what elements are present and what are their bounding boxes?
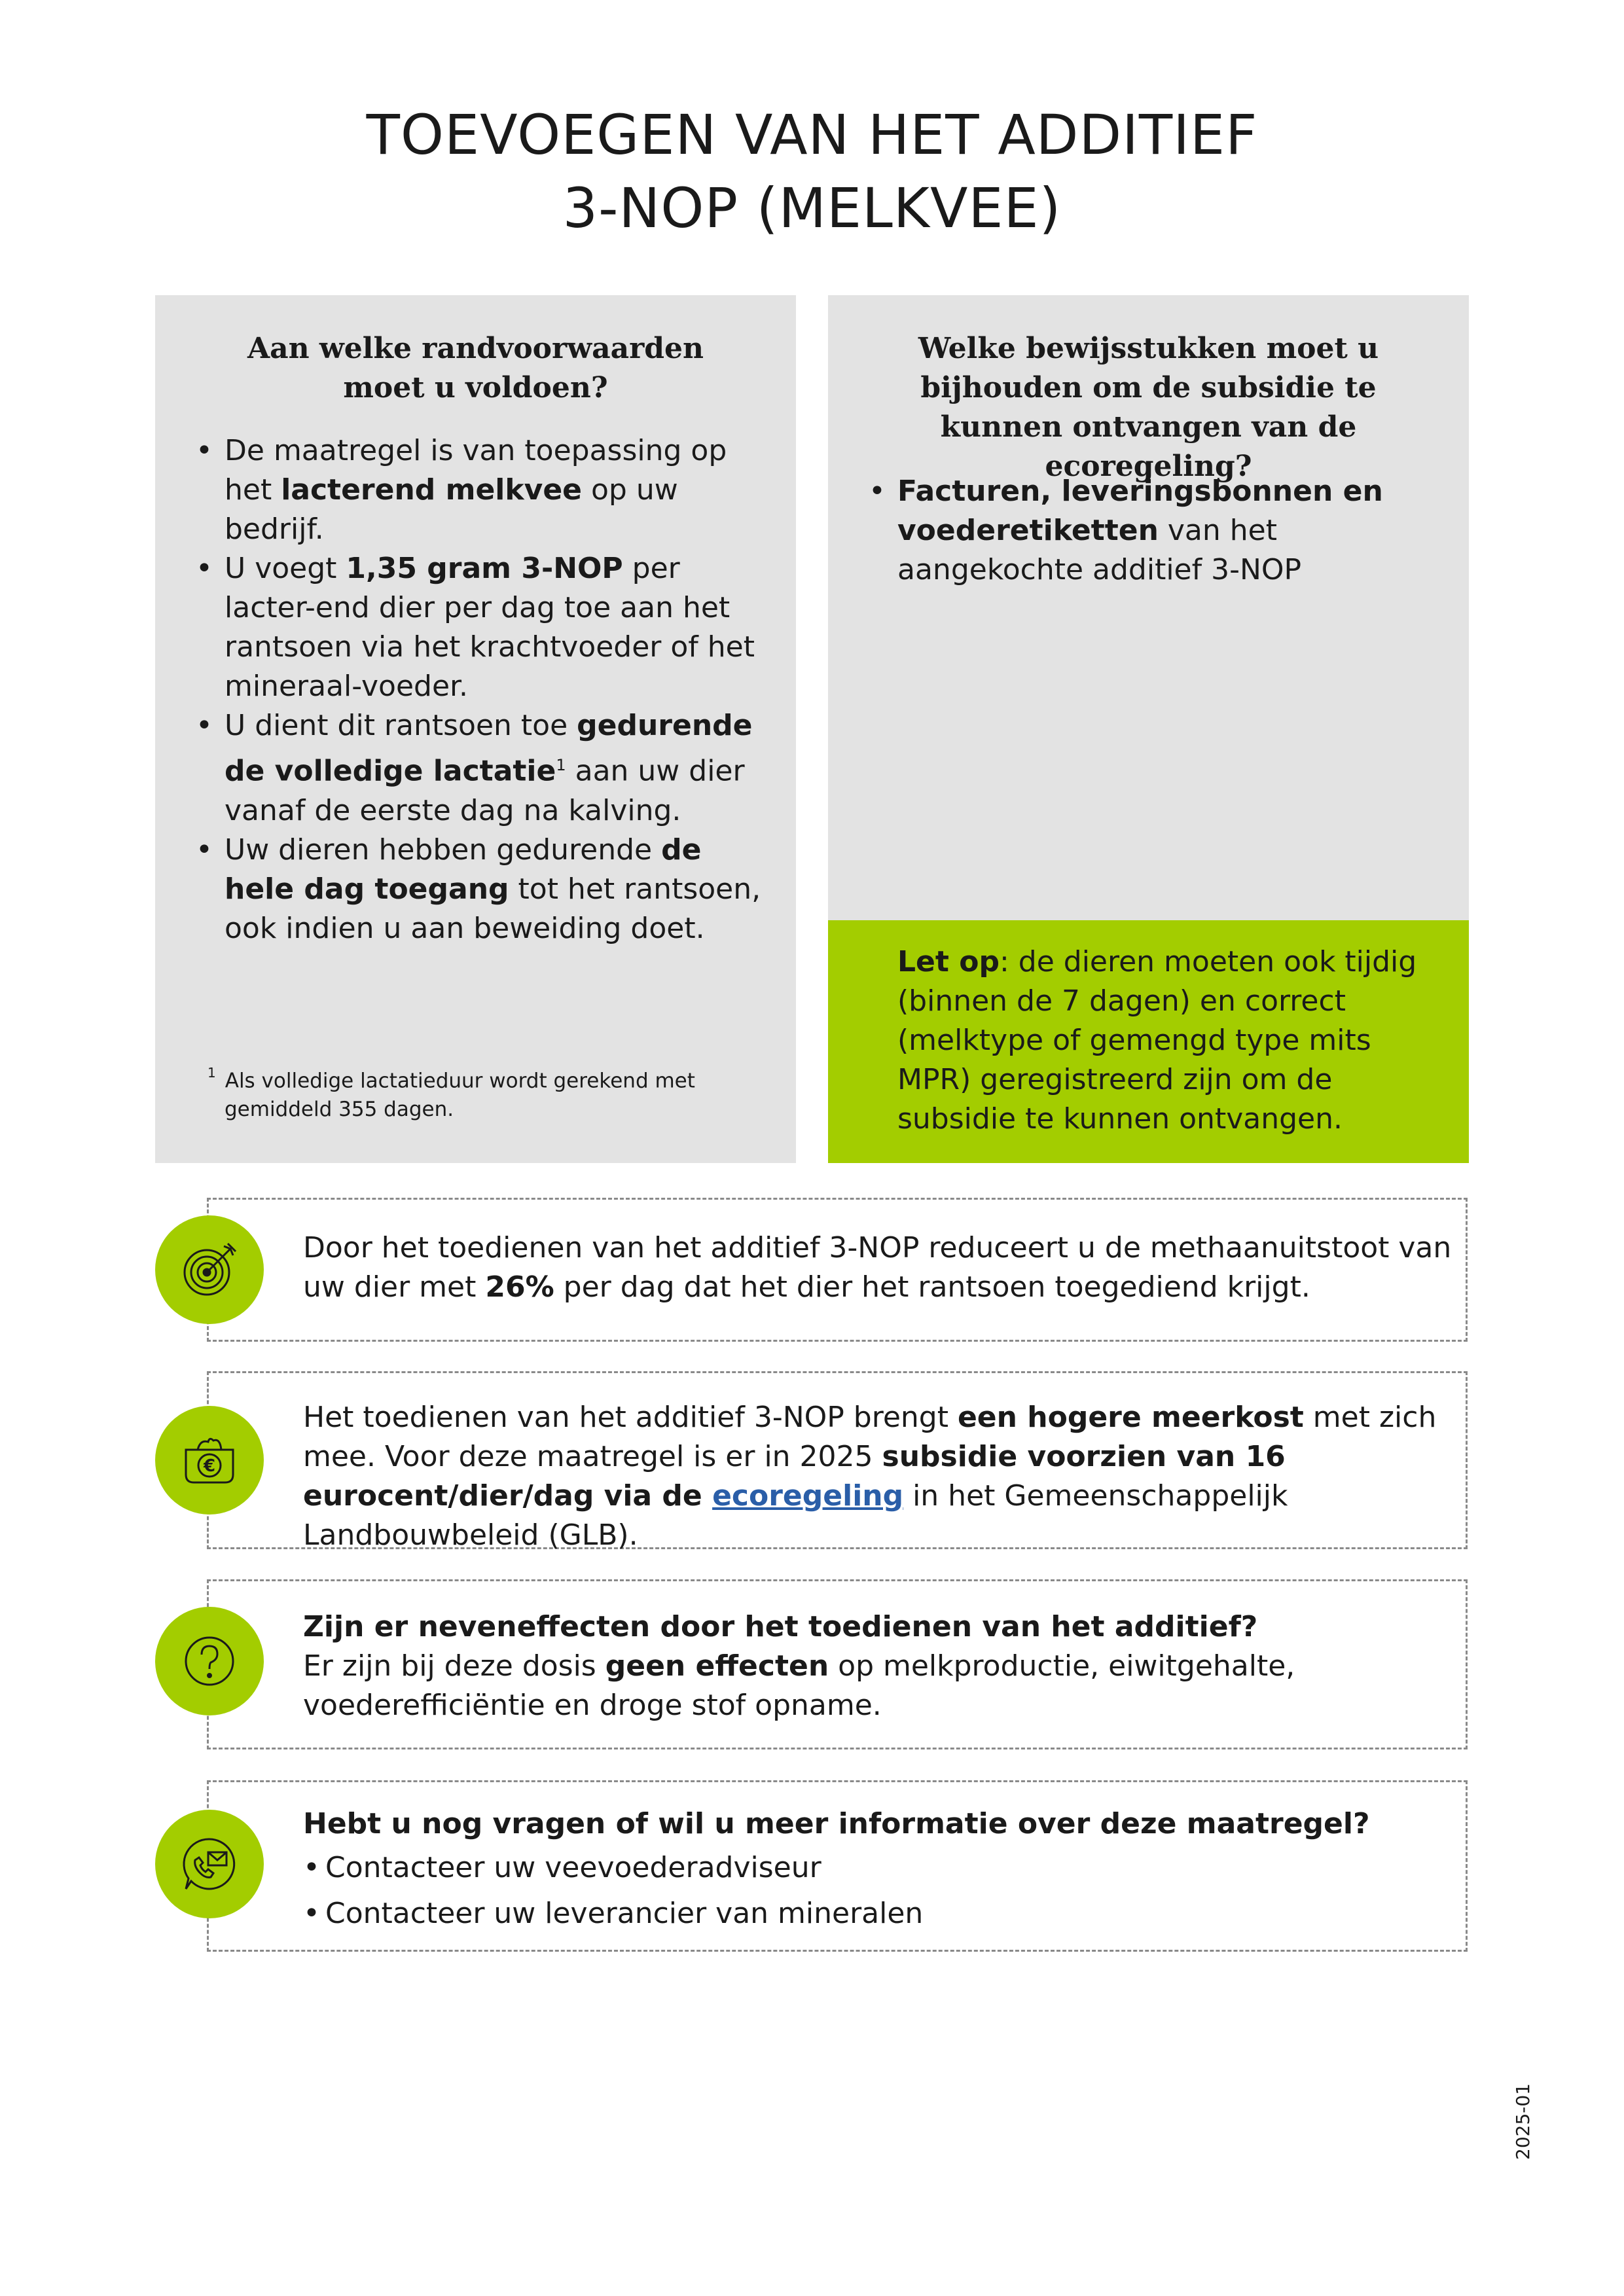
box-bold: 26% — [485, 1270, 554, 1304]
subsidy-text — [303, 1398, 1455, 1555]
footnote-ref: 1 — [556, 756, 566, 774]
box-text: per dag dat het dier het rantsoen toegediend krijgt. — [554, 1270, 1310, 1304]
item-text: van het aangekochte additief 3-NOP — [897, 514, 1302, 586]
notice-text — [897, 942, 1434, 1139]
info-box-side-effects — [207, 1579, 1468, 1749]
footnote — [208, 1061, 748, 1124]
item-text: Uw dieren hebben gedurende — [225, 833, 662, 867]
conditions-heading-line-2: moet u voldoen? — [343, 371, 608, 404]
question-icon — [155, 1607, 264, 1715]
list-item — [828, 472, 1437, 590]
item-bold: lacterend melkvee — [281, 473, 583, 507]
box-question: Zijn er neveneffecten door het toedienen van het additief? — [303, 1610, 1258, 1643]
box-text: Het toedienen van het additief 3-NOP brengt — [303, 1401, 958, 1434]
list-item — [155, 549, 764, 706]
item-text: per lacter-end dier per dag toe aan het rantsoen via het krachtvoeder of het mineraal-voeder. — [225, 552, 755, 703]
list-item — [155, 706, 764, 831]
title-line-1: TOEVOEGEN VAN HET ADDITIEF — [366, 103, 1258, 167]
info-box-subsidy — [207, 1371, 1468, 1552]
evidence-list — [828, 472, 1437, 590]
list-item — [155, 431, 764, 549]
contact-list — [303, 1845, 1416, 1937]
contact-question: Hebt u nog vragen of wil u meer informatie over deze maatregel? — [303, 1807, 1370, 1840]
box-bold: geen effecten — [605, 1649, 829, 1683]
notice-body: : de dieren moeten ook tijdig (binnen de 7 dagen) en correct (melktype of gemengd type mits MPR) geregistreerd zijn om de subsidie te kunnen ontvangen. — [897, 945, 1417, 1136]
conditions-heading — [194, 329, 757, 408]
footnote-mark: 1 — [208, 1065, 216, 1081]
item-text: U voegt — [225, 552, 346, 585]
box-text: Er zijn bij deze dosis — [303, 1649, 605, 1683]
list-item — [155, 831, 764, 948]
item-bold: 1,35 gram 3-NOP — [346, 552, 623, 585]
target-icon — [155, 1215, 264, 1324]
evidence-heading: Welke bewijsstukken moet u bijhouden om de subsidie te kunnen ontvangen van de ecoregeling? — [918, 332, 1379, 483]
item-text: U dient dit rantsoen toe — [225, 709, 577, 742]
item-bold: de hele dag toegang — [225, 833, 702, 906]
item-text: aan uw dier vanaf de eerste dag na kalving. — [225, 754, 745, 827]
item-text: op uw bedrijf. — [225, 473, 678, 546]
version-label: 2025-01 — [1512, 2083, 1534, 2160]
box-text: Door het toedienen van het additief 3-NOP reduceert u de methaanuitstoot van uw dier met — [303, 1231, 1452, 1304]
svg-text:€: € — [203, 1456, 216, 1476]
phone-mail-icon — [155, 1810, 264, 1918]
item-text: tot het rantsoen, ook indien u aan beweiding doet. — [225, 872, 761, 945]
info-box-contact — [207, 1780, 1468, 1952]
conditions-list — [155, 431, 764, 948]
box-text: op melkproductie, eiwitgehalte, voederefficiëntie en droge stof opname. — [303, 1649, 1295, 1722]
methane-text — [303, 1229, 1455, 1307]
list-item: • Contacteer uw veevoederadviseur — [303, 1845, 1416, 1891]
box-text: met zich mee. Voor deze maatregel is er in 2025 — [303, 1401, 1437, 1473]
side-effects-text — [303, 1607, 1455, 1725]
box-text: in het Gemeenschappelijk Landbouwbeleid (GLB). — [303, 1479, 1288, 1552]
notice-box — [828, 920, 1469, 1163]
box-bold: een hogere meerkost — [957, 1401, 1304, 1434]
conditions-panel — [155, 295, 796, 1163]
item-bold: gedurende de volledige lactatie — [225, 709, 753, 788]
info-box-methane — [207, 1198, 1468, 1342]
ecoregeling-link[interactable]: ecoregeling — [712, 1479, 904, 1513]
title-line-2: 3-NOP (MELKVEE) — [562, 176, 1062, 240]
notice-label: Let op — [897, 945, 1000, 978]
euro-wallet-icon — [155, 1406, 264, 1515]
item-bold: Facturen, leveringsbonnen en voederetiketten — [897, 475, 1383, 547]
conditions-heading-line-1: Aan welke randvoorwaarden — [247, 332, 704, 365]
list-item: • Contacteer uw leverancier van mineralen — [303, 1891, 1416, 1937]
footnote-text: Als volledige lactatieduur wordt gerekend met gemiddeld 355 dagen. — [225, 1069, 695, 1122]
item-text: De maatregel is van toepassing op het — [225, 434, 727, 507]
box-bold: subsidie voorzien van 16 eurocent/dier/dag via de — [303, 1440, 1286, 1513]
page-title — [0, 98, 1624, 245]
